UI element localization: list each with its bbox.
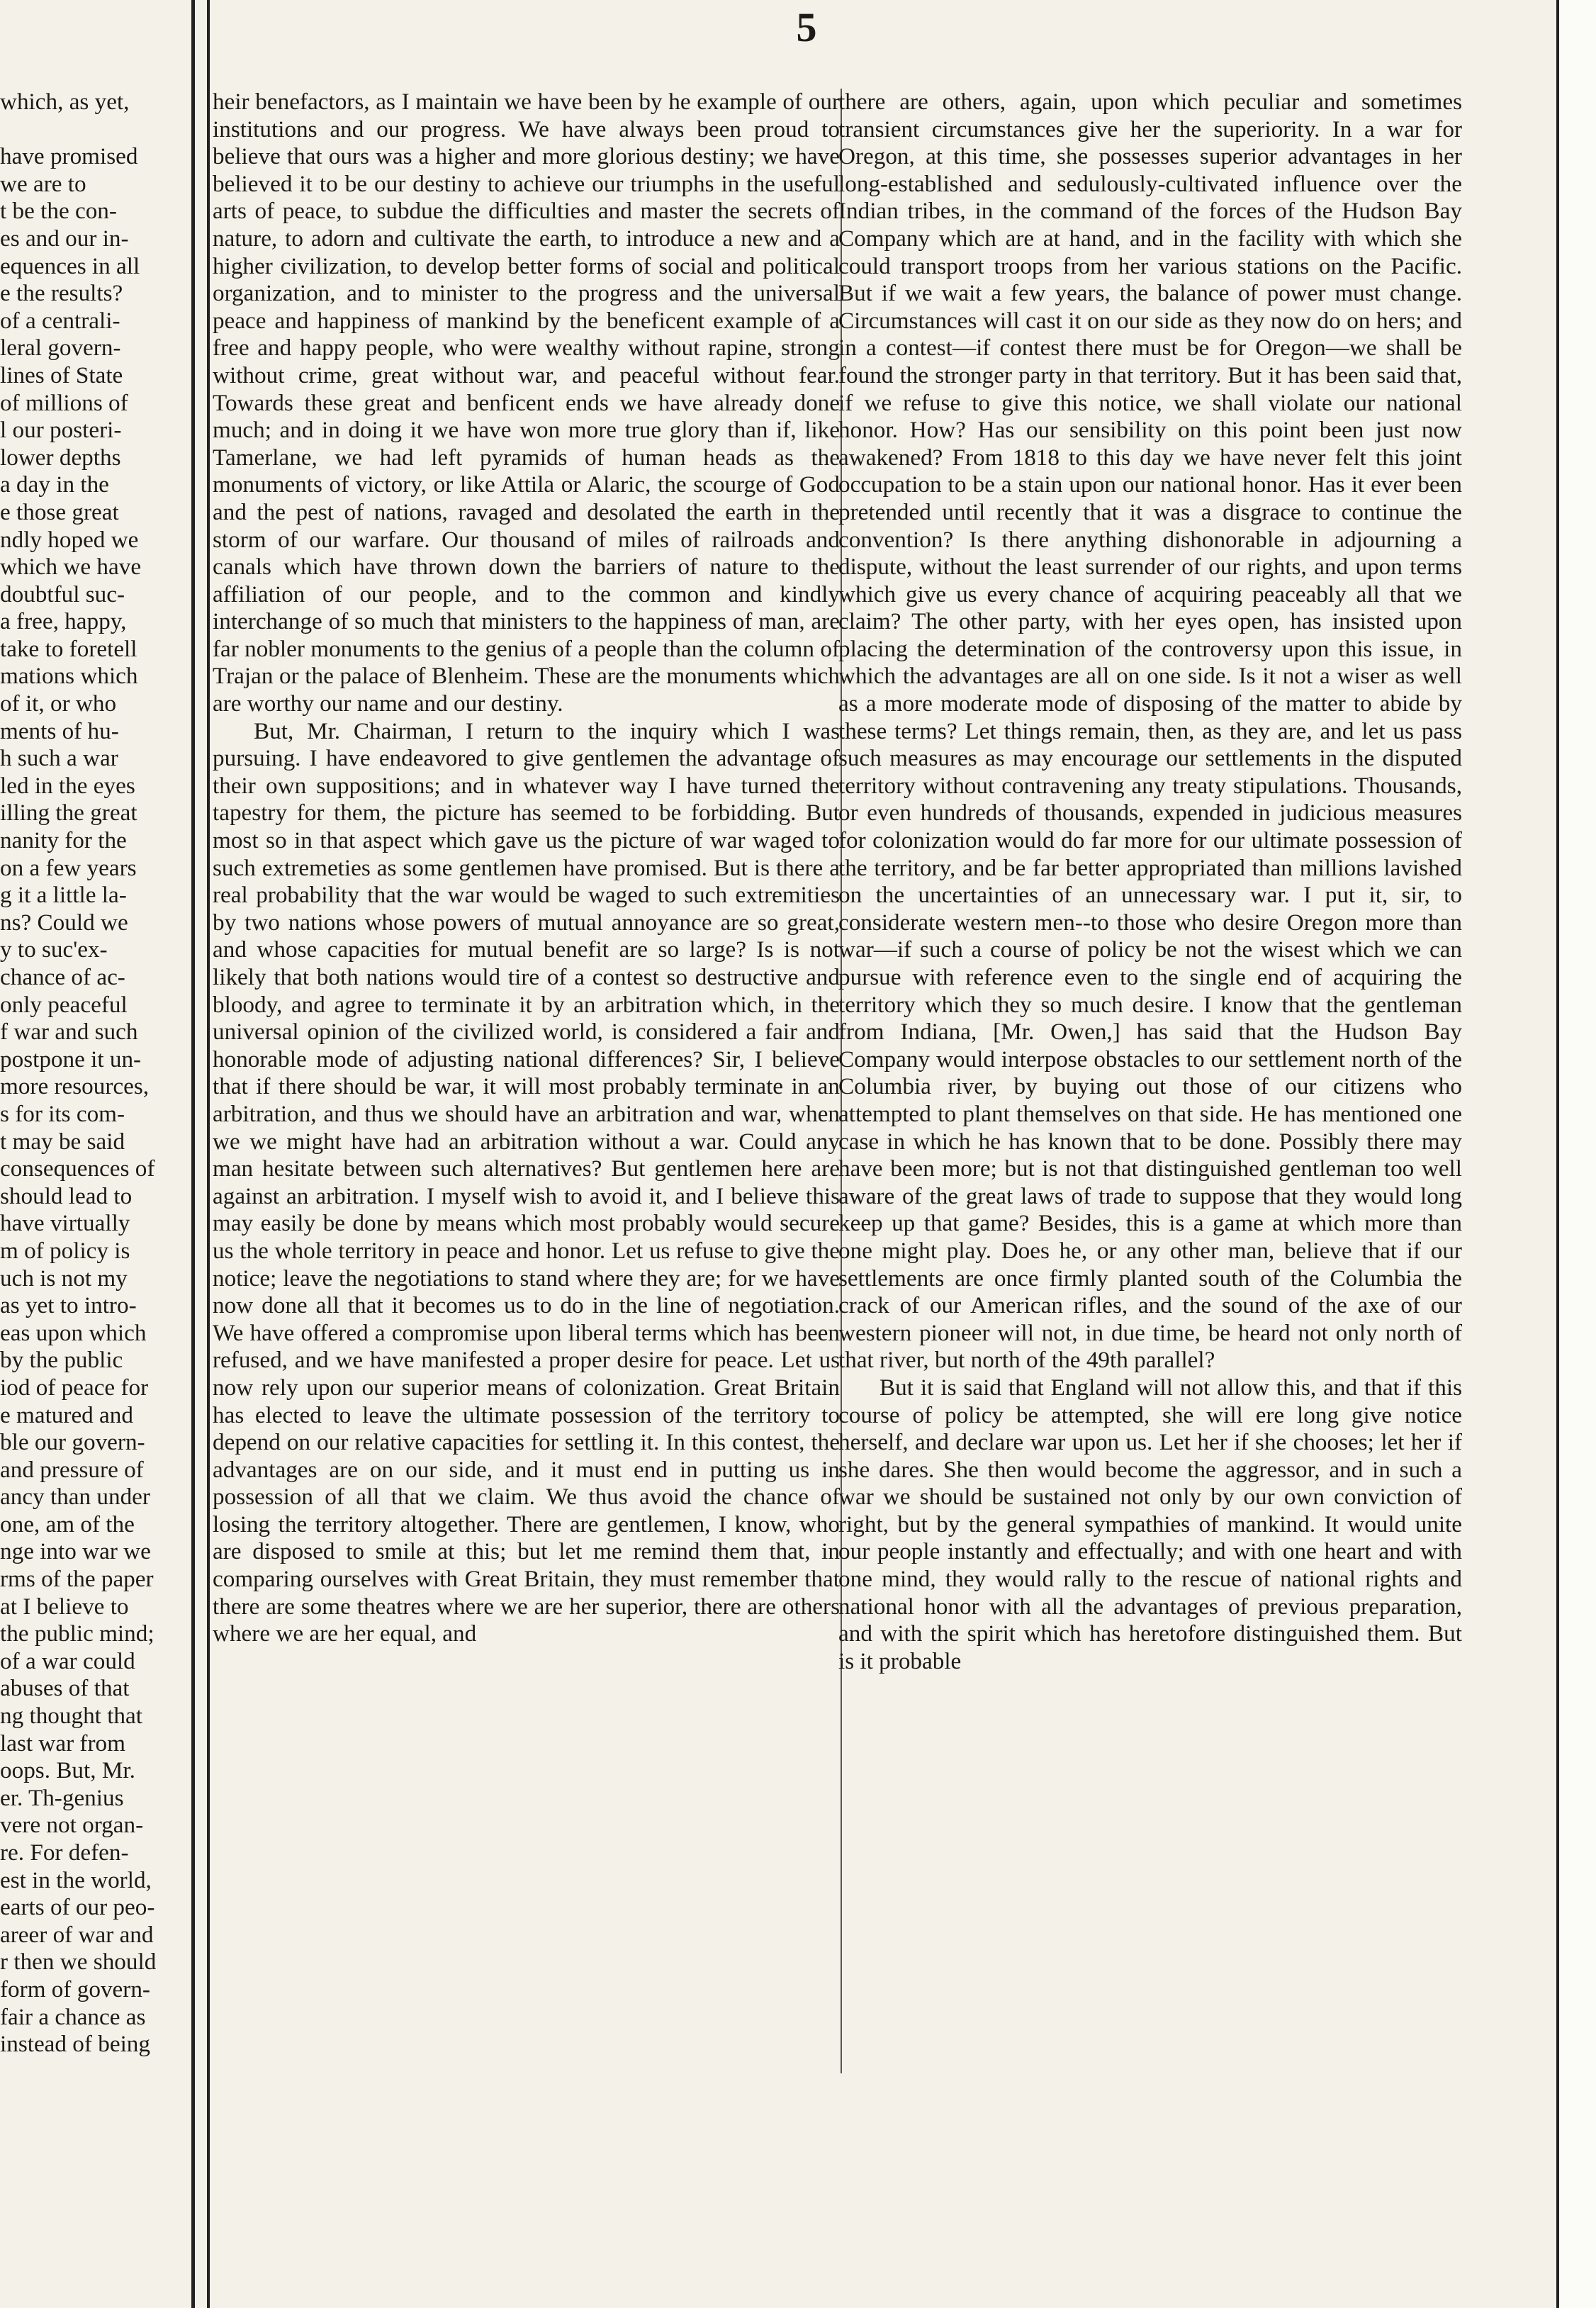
left-column-line: leral govern- xyxy=(0,335,121,362)
left-column-line: nanity for the xyxy=(0,827,127,854)
left-column-line: est in the world, xyxy=(0,1866,152,1893)
left-column-line: postpone it un- xyxy=(0,1046,142,1072)
column-rule-left xyxy=(191,0,195,2308)
left-column-line: nge into war we xyxy=(0,1538,151,1565)
left-column-line: of a centrali- xyxy=(0,307,120,334)
left-column-line: at I believe to xyxy=(0,1593,129,1620)
left-column-line: illing the great xyxy=(0,800,137,827)
left-column-line: instead of being xyxy=(0,2031,150,2058)
left-column-line: only peaceful xyxy=(0,991,128,1018)
right-paragraph-2: But it is said that England will not allow this, and that if this course of policy be attempted, she will ere long give notice herself, and declare war upon us. Let her if she chooses; let her if she dares. She then would become the aggressor, and in such a war we should be sustained not only by our own conviction of right, but by the general sympathies of mankind. It would unite our people instantly and effectually; and with one heart and with one mind, they would rally to the rescue of national rights and national honor with all the advantages of previous preparation, and with the spirit which has heretofore distinguished them. But is it probable xyxy=(838,1374,1462,1674)
left-column-line: lines of State xyxy=(0,362,123,388)
middle-paragraph-1: heir benefactors, as I maintain we have been by he example of our institutions and our progress. We have always been proud to believe that ours was a higher and more glorious destiny; we have believed it to be our destiny to achieve our triumphs in the useful arts of peace, to subdue the difficulties and master the secrets of nature, to adorn and cultivate the earth, to introduce a new and a higher civilization, to develop better forms of social and political organization, and to minister to the progress and the universal peace and happiness of mankind by the beneficent example of a free and happy people, who were wealthy without rapine, strong without crime, great without war, and peaceful without fear. Towards these great and benficent ends we have already done much; and in doing it we have won more true glory than if, like Tamerlane, we had left pyramids of human heads as the monuments of victory, or like Attila or Alaric, the scourge of God and the pest of nations, ravaged and desolated the earth in the storm of our warfare. Our thousand of miles of railroads and canals which have thrown down the barriers of nature to the affiliation of our people, and to the common and kindly interchange of so much that ministers to the happiness of man, are far nobler monuments to the genius of a people than the column of Trajan or the palace of Blenheim. These are the monuments which are worthy our name and our destiny. xyxy=(213,89,840,717)
left-column-line: of a war could xyxy=(0,1647,135,1674)
left-column-line: r then we should xyxy=(0,1949,157,1976)
left-column-line: iod of peace for xyxy=(0,1374,149,1401)
left-column-line: t be the con- xyxy=(0,198,117,225)
left-column-line: which we have xyxy=(0,554,142,581)
left-column-line: form of govern- xyxy=(0,1976,150,2002)
left-column-line: lower depths xyxy=(0,444,121,471)
right-paragraph-1: there are others, again, upon which peculiar and sometimes transient circumstances give her the superiority. In a war for Oregon, at this time, she possesses superior advantages in her long-established and sedulously-cultivated influence over the Indian tribes, in the command of the forces of the Hudson Bay Company which are at hand, and in the facility with which she could transport troops from her various stations on the Pacific. But if we wait a few years, the balance of power must change. Circumstances will cast it on our side as they now do on hers; and in a contest—if contest there must be for Oregon—we shall be found the stronger party in that territory. But it has been said that, if we refuse to give this notice, we shall violate our national honor. How? Has our sensibility on this point been just now awakened? From 1818 to this day we have never felt this joint occupation to be a stain upon our national honor. Has it ever been pretended until recently that it was a disgrace to continue the convention? Is there anything dishonorable in adjourning a dispute, without the least surrender of our rights, and upon terms which give us every chance of acquiring peaceably all that we claim? The other party, with her eyes open, has insisted upon placing the determination of the controversy upon this issue, in which the advantages are all on one side. Is it not a wiser as well as a more moderate mode of disposing of the matter to abide by these terms? Let things remain, then, as they are, and let us pass such measures as may encourage our settlements in the disputed territory without contravening any treaty stipulations. Thousands, or even hundreds of thousands, expended in judicious measures for colonization would do far more for our ultimate possession of the territory, and be far better appropriated than millions lavished on the uncertainties of an unnecessary war. I put it, sir, to considerate western men--to those who desire Oregon more than war—if such a course of policy be not the wisest which we can pursue with reference even to the single end of acquiring the territory which they so much desire. I know that the gentleman from Indiana, [Mr. Owen,] has said that the Hudson Bay Company would interpose obstacles to our settlement north of the Columbia river, by buying out those of our citizens who attempted to plant themselves on that side. He has mentioned one case in which he has known that to be done. Possibly there may have been more; but is not that distinguished gentleman too well aware of the great laws of trade to suppose that they would long keep up that game? Besides, this is a game at which more than one might play. Does he, or any other man, believe that if our settlements are once firmly planted south of the Columbia the crack of our American rifles, and the sound of the axe of our western pioneer will not, in due time, be heard not only north of that river, but north of the 49th parallel? xyxy=(838,89,1462,1374)
left-column-line: h such a war xyxy=(0,745,118,772)
left-column-line: of it, or who xyxy=(0,690,117,717)
left-column-line: we are to xyxy=(0,170,86,197)
left-column-line: f war and such xyxy=(0,1019,138,1046)
left-column-line: ancy than under xyxy=(0,1484,150,1511)
left-column-line: and pressure of xyxy=(0,1456,144,1483)
left-column-line: areer of war and xyxy=(0,1921,154,1948)
left-column-line: on a few years xyxy=(0,854,137,881)
left-column-line: ndly hoped we xyxy=(0,526,139,553)
left-column-line: m of policy is xyxy=(0,1237,130,1264)
left-column-line: ns? Could we xyxy=(0,909,128,936)
left-column-line: chance of ac- xyxy=(0,964,125,990)
left-column-line: a free, happy, xyxy=(0,608,127,635)
left-column-line: which, as yet, xyxy=(0,89,130,115)
left-column-line: ments of hu- xyxy=(0,717,119,744)
left-column-line: a day in the xyxy=(0,471,109,498)
middle-column xyxy=(213,89,840,2073)
left-column-line: have virtually xyxy=(0,1210,130,1237)
left-column-line: as yet to intro- xyxy=(0,1292,137,1319)
left-column-line: last war from xyxy=(0,1730,125,1757)
left-column-line: led in the eyes xyxy=(0,772,135,799)
left-column-line: ble our govern- xyxy=(0,1429,145,1456)
left-column-line: equences in all xyxy=(0,252,140,279)
left-column-line: have promised xyxy=(0,143,138,170)
left-column-line: take to foretell xyxy=(0,635,137,662)
left-column-line: uch is not my xyxy=(0,1265,128,1292)
left-column-line xyxy=(0,116,186,144)
left-column-line: es and our in- xyxy=(0,225,129,252)
left-column-line: y to suc'ex- xyxy=(0,936,108,963)
left-column-line: re. For defen- xyxy=(0,1839,129,1866)
left-column-line: vere not organ- xyxy=(0,1812,144,1839)
left-column-line: e matured and xyxy=(0,1401,133,1428)
left-column-line: the public mind; xyxy=(0,1620,154,1647)
left-column-line: l our posteri- xyxy=(0,417,122,444)
left-column-line: by the public xyxy=(0,1347,123,1374)
left-column-line: rms of the paper xyxy=(0,1566,154,1593)
left-column-line: one, am of the xyxy=(0,1511,135,1537)
right-column xyxy=(838,89,1462,2073)
left-column-line: g it a little la- xyxy=(0,882,127,909)
left-column-line: abuses of that xyxy=(0,1675,130,1702)
left-column-line: t may be said xyxy=(0,1128,125,1155)
left-column-line: fair a chance as xyxy=(0,2003,146,2030)
left-column-line: mations which xyxy=(0,663,138,690)
left-column-line: er. Th-genius xyxy=(0,1784,124,1811)
middle-paragraph-2: But, Mr. Chairman, I return to the inquiry which I was pursuing. I have endeavored to give gentlemen the advantage of their own suppositions; and in whatever way I have turned the tapestry for them, the picture has seemed to be forbidding. But most so in that aspect which gave us the picture of war waged to such extremeties as some gentlemen have promised. But is there a real probability that the war would be waged to such extremities by two nations whose powers of mutual annoyance are so great, and whose capacities for mutual benefit are so large? Is is not likely that both nations would tire of a contest so destructive and bloody, and agree to terminate it by an arbitration which, in the universal opinion of the civilized world, is considered a fair and honorable mode of adjusting national differences? Sir, I believe that if there should be war, it will most probably terminate in an arbitration, and thus we should have an arbitration and war, when we we might have had an arbitration without a war. Could any man hesitate between such alternatives? But gentlemen here are against an arbitration. I myself wish to avoid it, and I believe this may easily be done by means which most probably would secure us the whole territory in peace and honor. Let us refuse to give the notice; leave the negotiations to stand where they are; for we have now done all that it becomes us to do in the line of negotiation. We have offered a compromise upon liberal terms which has been refused, and we have manifested a proper desire for peace. Let us now rely upon our superior means of colonization. Great Britain has elected to leave the ultimate possession of the territory to depend on our relative capacities for settling it. In this contest, the advantages are on our side, and it must end in putting us in possession of all that we claim. We thus avoid the chance of losing the territory altogether. There are gentlemen, I know, who are disposed to smile at this; but let me remind them that, in comparing ourselves with Great Britain, they must remember that there are some theatres where we are her superior, there are others where we are her equal, and xyxy=(213,717,840,1647)
left-column-line: e the results? xyxy=(0,280,123,307)
page-number: 5 xyxy=(796,4,817,50)
left-column-line: of millions of xyxy=(0,389,128,416)
left-column-line: eas upon which xyxy=(0,1319,147,1346)
page-margin xyxy=(1559,0,1596,2308)
left-column-line: oops. But, Mr. xyxy=(0,1757,135,1784)
left-column-line: should lead to xyxy=(0,1182,133,1209)
left-column-line: earts of our peo- xyxy=(0,1894,155,1921)
left-column-line: ng thought that xyxy=(0,1703,142,1730)
left-column-line: consequences of xyxy=(0,1155,155,1182)
left-column-line: e those great xyxy=(0,498,119,525)
left-column-line: s for its com- xyxy=(0,1100,125,1127)
left-column-line: doubtful suc- xyxy=(0,581,125,607)
column-rule-left-inner xyxy=(207,0,210,2308)
left-column-fragment xyxy=(0,89,186,2073)
left-column-line: more resources, xyxy=(0,1073,150,1100)
